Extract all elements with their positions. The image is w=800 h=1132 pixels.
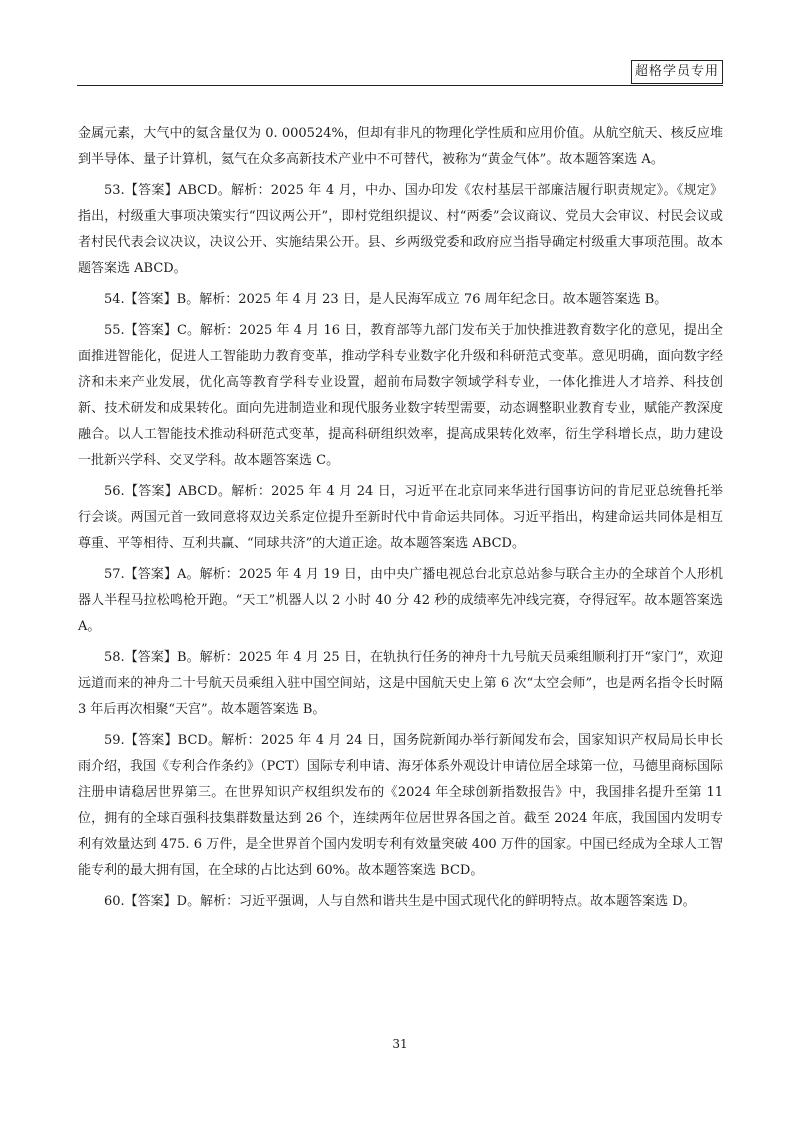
paragraph-q53: 53.【答案】ABCD。解析：2025 年 4 月，中办、国办印发《农村基层干部廉洁履行职责规定》。《规定》指出，村级重大事项决策实行“四议两公开”，即村党组织提议、村“两委”会议商议、党员大会审议、村民会议或者村民代表会议决议，决议公开、实施结果公开。县、乡两级党委和政府应当指导确定村级重大事项范围。故本题答案选 ABCD。 (78, 183, 723, 276)
paragraph-q60: 60.【答案】D。解析：习近平强调，人与自然和谐共生是中国式现代化的鲜明特点。故本题答案选 D。 (104, 894, 696, 909)
paragraph-q59: 59.【答案】BCD。解析：2025 年 4 月 24 日，国务院新闻办举行新闻发布会，国家知识产权局局长申长雨介绍，我国《专利合作条约》（PCT）国际专利申请、海牙体系外观设计申请位居全球第一位，马德里商标国际注册申请稳居世界第三。在世界知识产权组织发布的《2024 年全球创新指数报告》中，我国排名提升至第 11 位，拥有的全球百强科技集群数量达到 26 个，连续两年位居世界各国之首。截至 2024 年底，我国国内发明专利有效量达到 475. 6 万件，是全世界首个国内发明专利有效量突破 400 万件的国家。中国已经成为全球人工智能专利的最大拥有国，在全球的占比达到 60%。故本题答案选 BCD。 (78, 733, 723, 878)
paragraph-q55: 55.【答案】C。解析：2025 年 4 月 16 日，教育部等九部门发布关于加快推进教育数字化的意见，提出全面推进智能化，促进人工智能助力教育变革，推动学科专业数字化升级和科研范式变革。意见明确，面向数字经济和未来产业发展，优化高等教育学科专业设置，超前布局数字领域学科专业，一体化推进人才培养、科技创新、技术研发和成果转化。面向先进制造业和现代服务业数字转型需要，动态调整职业教育专业，赋能产教深度融合。以人工智能技术推动科研范式变革，提高科研组织效率，提高成果转化效率，衍生学科增长点，助力建设一批新兴学科、交叉学科。故本题答案选 C。 (78, 323, 723, 468)
exclusive-badge: 超格学员专用 (631, 60, 723, 84)
paragraph-q58: 58.【答案】B。解析：2025 年 4 月 25 日，在轨执行任务的神舟十九号航天员乘组顺利打开“家门”，欢迎远道而来的神舟二十号航天员乘组入驻中国空间站，这是中国航天史上第 6 次“太空会师”，也是两名指令长时隔 3 年后再次相聚“天宫”。故本题答案选 B。 (78, 650, 723, 717)
header-divider (77, 85, 723, 86)
paragraph-q56: 56.【答案】ABCD。解析：2025 年 4 月 24 日，习近平在北京同来华进行国事访问的肯尼亚总统鲁托举行会谈。两国元首一致同意将双边关系定位提升至新时代中肯命运共同体。习近平指出，构建命运共同体是相互尊重、平等相待、互利共赢、“同球共济”的大道正途。故本题答案选 ABCD。 (78, 484, 723, 551)
paragraph-q57: 57.【答案】A。解析：2025 年 4 月 19 日，由中央广播电视总台北京总站参与联合主办的全球首个人形机器人半程马拉松鸣枪开跑。“天工”机器人以 2 小时 40 分 42 秒的成绩率先冲线完赛，夺得冠军。故本题答案选 A。 (78, 567, 723, 634)
paragraph-helium: 金属元素，大气中的氦含量仅为 0. 000524%，但却有非凡的物理化学性质和应用价值。从航空航天、核反应堆到半导体、量子计算机，氦气在众多高新技术产业中不可替代，被称为“黄金气体”。故本题答案选 A。 (78, 126, 723, 167)
paragraph-q54: 54.【答案】B。解析：2025 年 4 月 23 日，是人民海军成立 76 周年纪念日。故本题答案选 B。 (104, 292, 668, 307)
answer-explanations (78, 121, 723, 920)
page-number: 31 (392, 1037, 408, 1051)
